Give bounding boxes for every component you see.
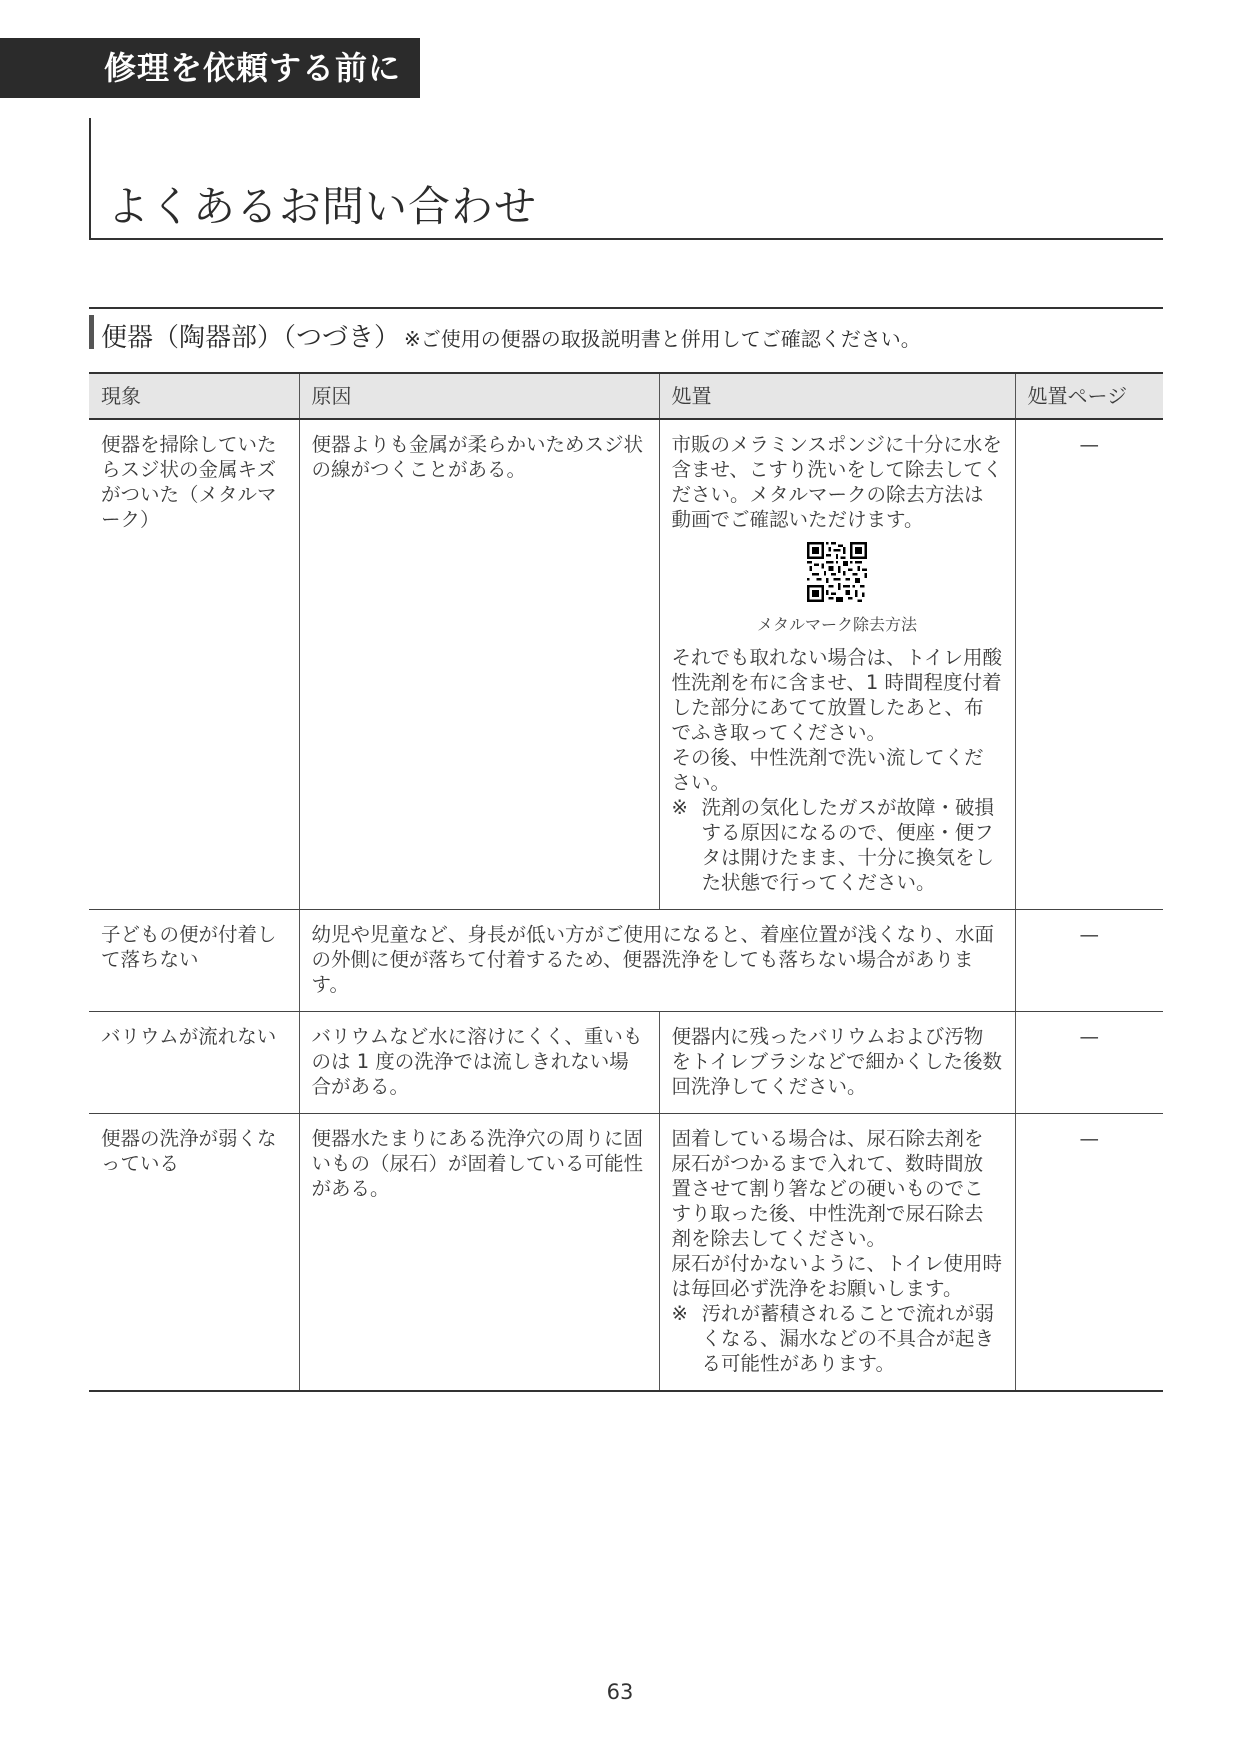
page-cell: —	[1015, 1012, 1163, 1114]
warning-text: 洗剤の気化したガスが故障・破損する原因になるので、便座・便フタは開けたまま、十分に換気をした状態で行ってください。	[701, 796, 995, 894]
faq-table	[89, 372, 1163, 1392]
qr-code-container	[672, 542, 1003, 608]
symptom-cell: 便器を掃除していたらスジ状の金属キズがついた（メタルマーク）	[89, 419, 299, 910]
table-header-row	[89, 373, 1163, 419]
table-row	[89, 910, 1163, 1012]
warning-note	[672, 795, 1003, 895]
reference-mark: ※	[671, 796, 688, 819]
action-text: その後、中性洗剤で洗い流してください。	[671, 746, 984, 794]
cause-cell: 便器よりも金属が柔らかいためスジ状の線がつくことがある。	[299, 419, 659, 910]
warning-text: 汚れが蓄積されることで流れが弱くなる、漏水などの不具合が起きる可能性があります。	[701, 1302, 995, 1375]
table-row	[89, 419, 1163, 910]
section-heading	[89, 307, 1163, 353]
cause-action-cell: 幼児や児童など、身長が低い方がご使用になると、着座位置が浅くなり、水面の外側に便が落ちて付着するため、便器洗浄をしても落ちない場合があります。	[299, 910, 1015, 1012]
header-action: 処置	[659, 373, 1015, 419]
table-row	[89, 1114, 1163, 1392]
action-cell: 便器内に残ったバリウムおよび汚物をトイレブラシなどで細かくした後数回洗浄してください。	[659, 1012, 1015, 1114]
symptom-cell: バリウムが流れない	[89, 1012, 299, 1114]
action-text: 固着している場合は、尿石除去剤を尿石がつかるまで入れて、数時間放置させて割り箸などの硬いものでこすり取った後、中性洗剤で尿石除去剤を除去してください。	[671, 1127, 984, 1250]
action-text: 市販のメラミンスポンジに十分に水を含ませ、こすり洗いをして除去してください。メタルマークの除去方法は動画でご確認いただけます。	[671, 433, 1003, 531]
action-text: 尿石が付かないように、トイレ使用時は毎回必ず洗浄をお願いします。	[671, 1252, 1003, 1300]
title-block	[89, 118, 1163, 240]
reference-mark: ※	[671, 1302, 688, 1325]
table-row	[89, 1012, 1163, 1114]
header-symptom: 現象	[89, 373, 299, 419]
section-title-line	[101, 317, 921, 354]
page-number: 63	[606, 1680, 634, 1704]
cause-cell: バリウムなど水に溶けにくく、重いものは 1 度の洗浄では流しきれない場合がある。	[299, 1012, 659, 1114]
header-cause: 原因	[299, 373, 659, 419]
qr-code-icon[interactable]	[807, 542, 867, 602]
section-tab: 修理を依頼する前に	[0, 38, 420, 98]
action-text: それでも取れない場合は、トイレ用酸性洗剤を布に含ませ、1 時間程度付着した部分にあてて放置したあと、布でふき取ってください。	[671, 646, 1003, 744]
page-title: よくあるお問い合わせ	[107, 182, 538, 231]
symptom-cell: 便器の洗浄が弱くなっている	[89, 1114, 299, 1392]
qr-code-label: メタルマーク除去方法	[756, 615, 917, 634]
page-cell: —	[1015, 1114, 1163, 1392]
cause-cell: 便器水たまりにある洗浄穴の周りに固いもの（尿石）が固着している可能性がある。	[299, 1114, 659, 1392]
section-title: 便器（陶器部）（つづき）	[101, 323, 401, 353]
header-page: 処置ページ	[1015, 373, 1163, 419]
section-note: ※ご使用の便器の取扱説明書と併用してご確認ください。	[404, 327, 921, 351]
section-marker	[89, 315, 94, 349]
warning-note	[672, 1301, 1003, 1376]
action-cell	[659, 419, 1015, 910]
page-cell: —	[1015, 419, 1163, 910]
action-cell	[659, 1114, 1015, 1392]
symptom-cell: 子どもの便が付着して落ちない	[89, 910, 299, 1012]
page-cell: —	[1015, 910, 1163, 1012]
